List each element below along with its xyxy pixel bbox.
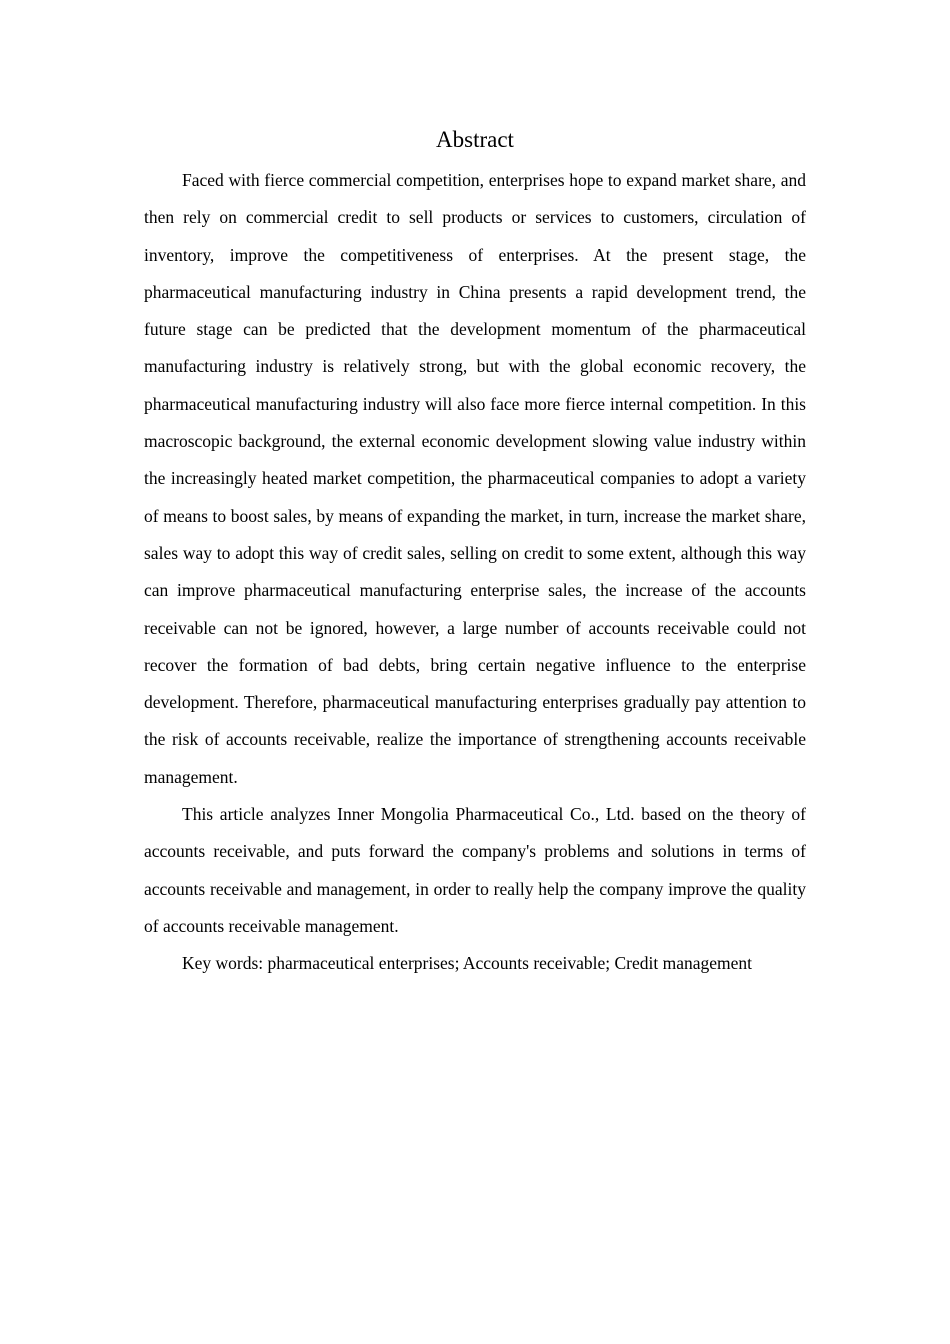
abstract-title: Abstract xyxy=(436,127,514,152)
abstract-section xyxy=(144,118,806,983)
abstract-paragraph-1: Faced with fierce commercial competition, enterprises hope to expand market share, and then rely on commercial credit to sell products or services to customers, circulation of inventory, improve the competitiveness of enterprises. At the present stage, the pharmaceutical manufacturing industry in China presents a rapid development trend, the future stage can be predicted that the development momentum of the pharmaceutical manufacturing industry is relatively strong, but with the global economic recovery, the pharmaceutical manufacturing industry will also face more fierce internal competition. In this macroscopic background, the external economic development slowing value industry within the increasingly heated market competition, the pharmaceutical companies to adopt a variety of means to boost sales, by means of expanding the market, in turn, increase the market share, sales way to adopt this way of credit sales, selling on credit to some extent, although this way can improve pharmaceutical manufacturing enterprise sales, the increase of the accounts receivable can not be ignored, however, a large number of accounts receivable could not recover the formation of bad debts, bring certain negative influence to the enterprise development. Therefore, pharmaceutical manufacturing enterprises gradually pay attention to the risk of accounts receivable, realize the importance of strengthening accounts receivable management. xyxy=(144,170,806,787)
keywords-line: Key words: pharmaceutical enterprises; Accounts receivable; Credit management xyxy=(182,953,752,974)
abstract-paragraph-2: This article analyzes Inner Mongolia Pharmaceutical Co., Ltd. based on the theory of accounts receivable, and puts forward the company's problems and solutions in terms of accounts receivable and management, in order to really help the company improve the quality of accounts receivable management. xyxy=(144,804,806,936)
